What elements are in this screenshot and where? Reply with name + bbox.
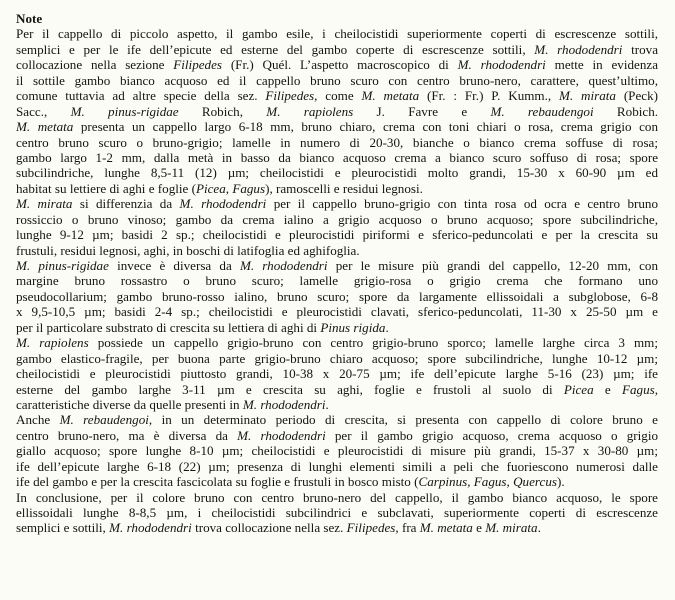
text-run: ife dell’epicute larghe 6-18 (22) µm; presenza di lunghi elementi simili a peli che fuoriescono numerosi dalle — [16, 458, 658, 474]
italic-taxon: Filipedes — [173, 57, 223, 73]
text-run: trova — [622, 41, 658, 57]
text-run: per il particolare substrato di crescita su lettiera di aghi di — [16, 319, 321, 335]
text-run: x 9,5-10,5 µm; basidi 2-4 sp.; cheilocistidi e pleurocistidi clavati, sferico-peduncolati, 11-30 x 25-50 µm e — [16, 304, 658, 320]
italic-taxon: M. pinus-rigidae — [16, 258, 109, 273]
italic-taxon: M. rebaudengoi — [59, 412, 149, 428]
italic-taxon: M. rhododendri — [242, 396, 326, 412]
italic-taxon: M. rhododendri — [239, 258, 328, 273]
italic-taxon: M. mirata — [559, 88, 616, 104]
text-run: e — [472, 520, 486, 536]
italic-taxon: Picea — [563, 381, 594, 397]
text-run: margine bruno rossastro o bruno scuro; lamelle grigio-rosa o grigio crema che formano uno — [16, 273, 658, 289]
text-run: ife del gambo e per la crescita fascicolata su foglie e frustuli in bosco misto ( — [16, 474, 419, 490]
italic-taxon: M. mirata — [485, 520, 538, 536]
text-run: habitat su lettiere di aghi e foglie ( — [16, 180, 196, 196]
text-line — [16, 304, 658, 319]
text-line — [16, 412, 658, 427]
italic-taxon: Filipedes — [265, 88, 315, 104]
italic-taxon: Pinus rigida — [320, 319, 386, 335]
italic-taxon: M. metata — [16, 119, 74, 135]
text-line — [16, 428, 658, 443]
text-run: (Fr.) Quél. L’aspetto macroscopico di — [222, 57, 458, 73]
text-run: giallo acquoso; spore lunghe 8-10 µm; cheilocistidi e pleurocistidi di misure più grandi, 15-37 x 30-80 µm; — [16, 443, 658, 459]
text-run: semplici e sottili, — [16, 520, 110, 536]
text-line — [16, 320, 658, 335]
italic-taxon: M. metata — [419, 520, 473, 536]
text-line — [16, 335, 658, 350]
text-line — [16, 443, 658, 458]
text-run: comune tuttavia ad altre specie della sez. — [16, 88, 266, 104]
text-run: lunghe 9-12 µm; basidi 2 sp.; cheilocistidi e pleurocistidi piriformi e sferico-peduncolati e per la crescita su — [16, 227, 658, 243]
text-line — [16, 104, 658, 119]
text-line — [16, 42, 658, 57]
note-document — [16, 11, 658, 536]
text-line — [16, 119, 658, 134]
text-line — [16, 258, 658, 273]
text-run: mette in evidenza — [545, 57, 658, 73]
text-run: . — [325, 396, 329, 412]
text-run: possiede un cappello grigio-bruno con centro grigio-bruno sporco; lamelle larghe circa 3 mm; — [88, 335, 658, 351]
text-run: Sacc., — [16, 103, 71, 119]
text-line — [16, 212, 658, 227]
text-run: frustuli, residui legnosi, aghi, in boschi di latifoglia ed aghifoglia. — [16, 242, 360, 258]
italic-taxon: M. rhododendri — [534, 41, 623, 57]
text-line — [16, 520, 658, 535]
text-run: Robich. — [593, 103, 658, 119]
text-run: cheilocistidi e pleurocistidi piuttosto grandi, 10-38 x 20-75 µm; ife dell’epicute larghe 5-16 (23) µm; ife — [16, 366, 658, 382]
text-run: si differenzia da — [72, 196, 180, 212]
text-run: , in un determinato periodo di crescita, si presenta con cappello di colore bruno e — [148, 412, 658, 428]
note-title: Note — [16, 11, 43, 26]
text-line — [16, 196, 658, 211]
text-run: ). — [556, 474, 565, 490]
text-line — [16, 135, 658, 150]
text-line — [16, 490, 658, 505]
italic-taxon: M. rapiolens — [266, 103, 354, 119]
text-line — [16, 382, 658, 397]
italic-taxon: Fagus — [621, 381, 655, 397]
text-run: . — [385, 319, 389, 335]
italic-taxon: M. rhododendri — [179, 196, 267, 212]
text-line — [16, 227, 658, 242]
text-run: ellissoidali lunghe 8-8,5 µm, i cheilocistidi subcilindrici e subclavati, superiormente coperti di escrescenze — [16, 505, 658, 520]
text-line — [16, 474, 658, 489]
text-line — [16, 57, 658, 72]
text-line — [16, 397, 658, 412]
italic-taxon: M. pinus-rigidae — [70, 103, 179, 119]
italic-taxon: Filipedes — [346, 520, 396, 536]
text-line — [16, 505, 658, 520]
text-line — [16, 26, 658, 41]
text-run: subcilindriche, lunghe 8,5-11 (12) µm; cheilocistidi e pleurocistidi molto grandi, 15-30 x 60-90 µm ed — [16, 165, 658, 181]
text-run: gambo largo 1-2 mm, dalla metà in basso da bianco acquoso crema a bianco scuro soffuso di rosa; spore — [16, 149, 658, 165]
text-line — [16, 273, 658, 288]
text-run: J. Favre e — [353, 103, 491, 119]
text-line — [16, 150, 658, 165]
text-run: (Peck) — [615, 88, 658, 104]
italic-taxon: M. metata — [361, 88, 420, 104]
text-run: , fra — [395, 520, 420, 536]
text-run: In conclusione, per il colore bruno con centro bruno-nero del cappello, il gambo bianco acquoso, le spore — [16, 489, 658, 505]
text-run: il sottile gambo bianco acquoso ed il cappello bruno scuro con centro bruno-nero, carattere, quest’ultimo, — [16, 72, 658, 88]
text-run: esterne del gambo larghe 3-11 µm e crescita su aghi, foglie e frustoli al suolo di — [16, 381, 564, 397]
italic-taxon: M. rhododendri — [109, 520, 192, 536]
note-body — [16, 26, 658, 535]
text-run: per le misure più grandi del cappello, 12-20 mm, con — [327, 258, 658, 273]
text-run: pseudocollarium; gambo bruno-rosso ialino, bruno scuro; spore da largamente ellissoidali a subglobose, 6-8 — [16, 288, 658, 304]
text-run: ), ramoscelli e residui legnosi. — [265, 180, 423, 196]
text-line — [16, 366, 658, 381]
text-run: Per il cappello di piccolo aspetto, il gambo esile, i cheilocistidi superiormente coperti di escrescenze sottili, — [16, 26, 658, 42]
italic-taxon: M. mirata — [16, 196, 73, 212]
text-line — [16, 88, 658, 103]
text-run: rossiccio o bruno vinoso; gambo da crema ialino a grigio acquoso o bruno acquoso; spore subcilindriche, — [16, 211, 658, 227]
text-line — [16, 351, 658, 366]
text-run: collocazione nella sezione — [16, 57, 174, 73]
text-line — [16, 73, 658, 88]
text-line — [16, 165, 658, 180]
text-run: presenta un cappello largo 6-18 mm, bruno chiaro, crema con toni chiari o rosa, crema grigio con — [73, 119, 658, 135]
text-run: Anche — [16, 412, 60, 428]
text-run: e — [593, 381, 622, 397]
text-run: centro bruno scuro o bruno-grigio; lamelle in numero di 20-30, bianche o bianco crema soffuse di rosa; — [16, 134, 658, 150]
text-line — [16, 289, 658, 304]
text-run: Robich, — [178, 103, 267, 119]
italic-taxon: M. rhododendri — [237, 427, 326, 443]
text-run: per il cappello bruno-grigio con tinta rosa od ocra e centro bruno — [266, 196, 658, 212]
italic-taxon: M. rapiolens — [16, 335, 89, 351]
text-run: trova collocazione nella sez. — [191, 520, 347, 536]
italic-taxon: Carpinus, Fagus, Quercus — [418, 474, 557, 490]
text-line — [16, 459, 658, 474]
text-run: invece è diversa da — [108, 258, 240, 273]
text-run: , — [654, 381, 658, 397]
text-run: centro bruno-nero, ma è diversa da — [16, 427, 238, 443]
text-run: . — [537, 520, 541, 536]
text-line — [16, 243, 658, 258]
text-line — [16, 181, 658, 196]
text-run: semplici e per le ife dell’epicute ed esterne del gambo coperte di escrescenze sottili, — [16, 41, 535, 57]
italic-taxon: M. rhododendri — [457, 57, 546, 73]
text-run: per il gambo grigio acquoso, crema acquoso o grigio — [325, 427, 658, 443]
text-run: gambo elastico-fragile, per buona parte grigio-bruno chiaro acquoso; spore subcilindriche, lunghe 10-12 µm; — [16, 350, 658, 366]
text-run: (Fr. : Fr.) P. Kumm., — [419, 88, 560, 104]
text-run: , come — [314, 88, 362, 104]
text-run: caratteristiche diverse da quelle presenti in — [16, 396, 243, 412]
italic-taxon: M. rebaudengoi — [490, 103, 594, 119]
italic-taxon: Picea, Fagus — [195, 180, 266, 196]
